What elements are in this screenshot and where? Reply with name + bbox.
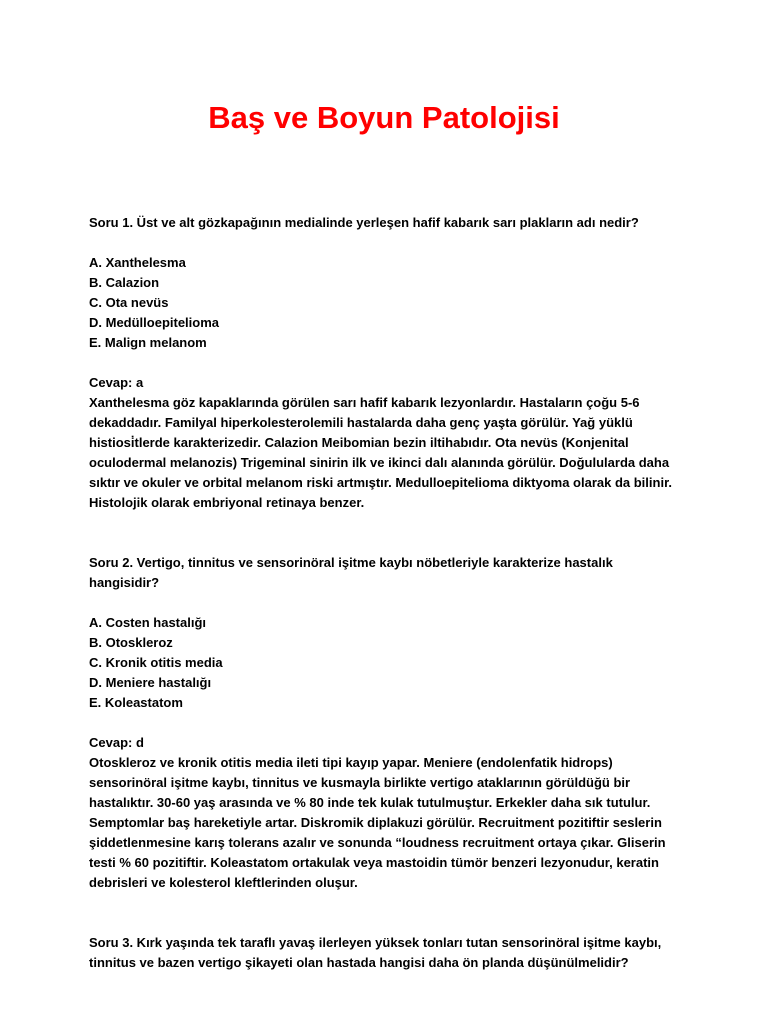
q1-option-e: E. Malign melanom bbox=[89, 335, 207, 350]
q1-explanation: Xanthelesma göz kapaklarında görülen sarı hafif kabarık lezyonlardır. Hastaların çoğu 5-6 dekaddadır. Familyal hiperkolesterolemili hastalarda daha genç yaşta görülür. Yağ yüklü histiosi̇tlerde karakterizedir. Calazion Meibomian bezin iltihabıdır. Ota nevüs (Konjenital oculodermal melanozis) Trigeminal sinirin ilk ve ikinci dalı alanında görülür. Doğulularda daha sıktır ve okuler ve orbital melanom riski artmıştır. Medulloepitelioma diktyoma olarak da bilinir. Histolojik olarak embriyonal retinaya benzer. bbox=[89, 395, 673, 510]
q1-option-a: A. Xanthelesma bbox=[89, 255, 186, 270]
q2-option-b: B. Otoskleroz bbox=[89, 635, 173, 650]
q1-option-b: B. Calazion bbox=[89, 275, 160, 290]
q2-option-c: C. Kronik otitis media bbox=[89, 655, 223, 670]
q1-option-c: C. Ota nevüs bbox=[89, 295, 169, 310]
q2-option-a: A. Costen hastalığı bbox=[89, 615, 207, 630]
question-3: Soru 3. Kırk yaşında tek taraflı yavaş ilerleyen yüksek tonları tutan sensorinöral işitme kaybı, tinnitus ve bazen vertigo şikayeti olan hastada hangisi daha ön planda düşünülmelidir? bbox=[89, 935, 662, 970]
q2-answer: Cevap: d bbox=[89, 735, 144, 750]
question-1: Soru 1. Üst ve alt gözkapağının medialinde yerleşen hafif kabarık sarı plakların adı nedir? bbox=[89, 215, 639, 230]
page-title: Baş ve Boyun Patolojisi bbox=[208, 100, 560, 135]
q1-option-d: D. Medülloepitelioma bbox=[89, 315, 220, 330]
q2-option-e: E. Koleastatom bbox=[89, 695, 183, 710]
q1-answer: Cevap: a bbox=[89, 375, 144, 390]
document-body bbox=[89, 213, 679, 973]
question-2: Soru 2. Vertigo, tinnitus ve sensorinöral işitme kaybı nöbetleriyle karakterize hastalık hangisidir? bbox=[89, 555, 613, 590]
q2-explanation: Otoskleroz ve kronik otitis media ileti tipi kayıp yapar. Meniere (endolenfatik hidrops) sensorinöral işitme kaybı, tinnitus ve kusmayla birlikte vertigo ataklarının görüldüğü bir hastalıktır. 30-60 yaş arasında ve % 80 inde tek kulak tutulmuştur. Erkekler daha sık tutulur. Semptomlar baş hareketiyle artar. Diskromik diplakuzi görülür. Recruitment pozitiftir seslerin şiddetlenmesine karış tolerans azalır ve sonunda “loudness recruitment ortaya çıkar. Gliserin testi % 60 pozitiftir. Koleastatom ortakulak veya mastoidin tümör benzeri lezyonudur, keratin debrisleri ve kolesterol kleftlerinden oluşur. bbox=[89, 755, 666, 890]
q2-option-d: D. Meniere hastalığı bbox=[89, 675, 212, 690]
